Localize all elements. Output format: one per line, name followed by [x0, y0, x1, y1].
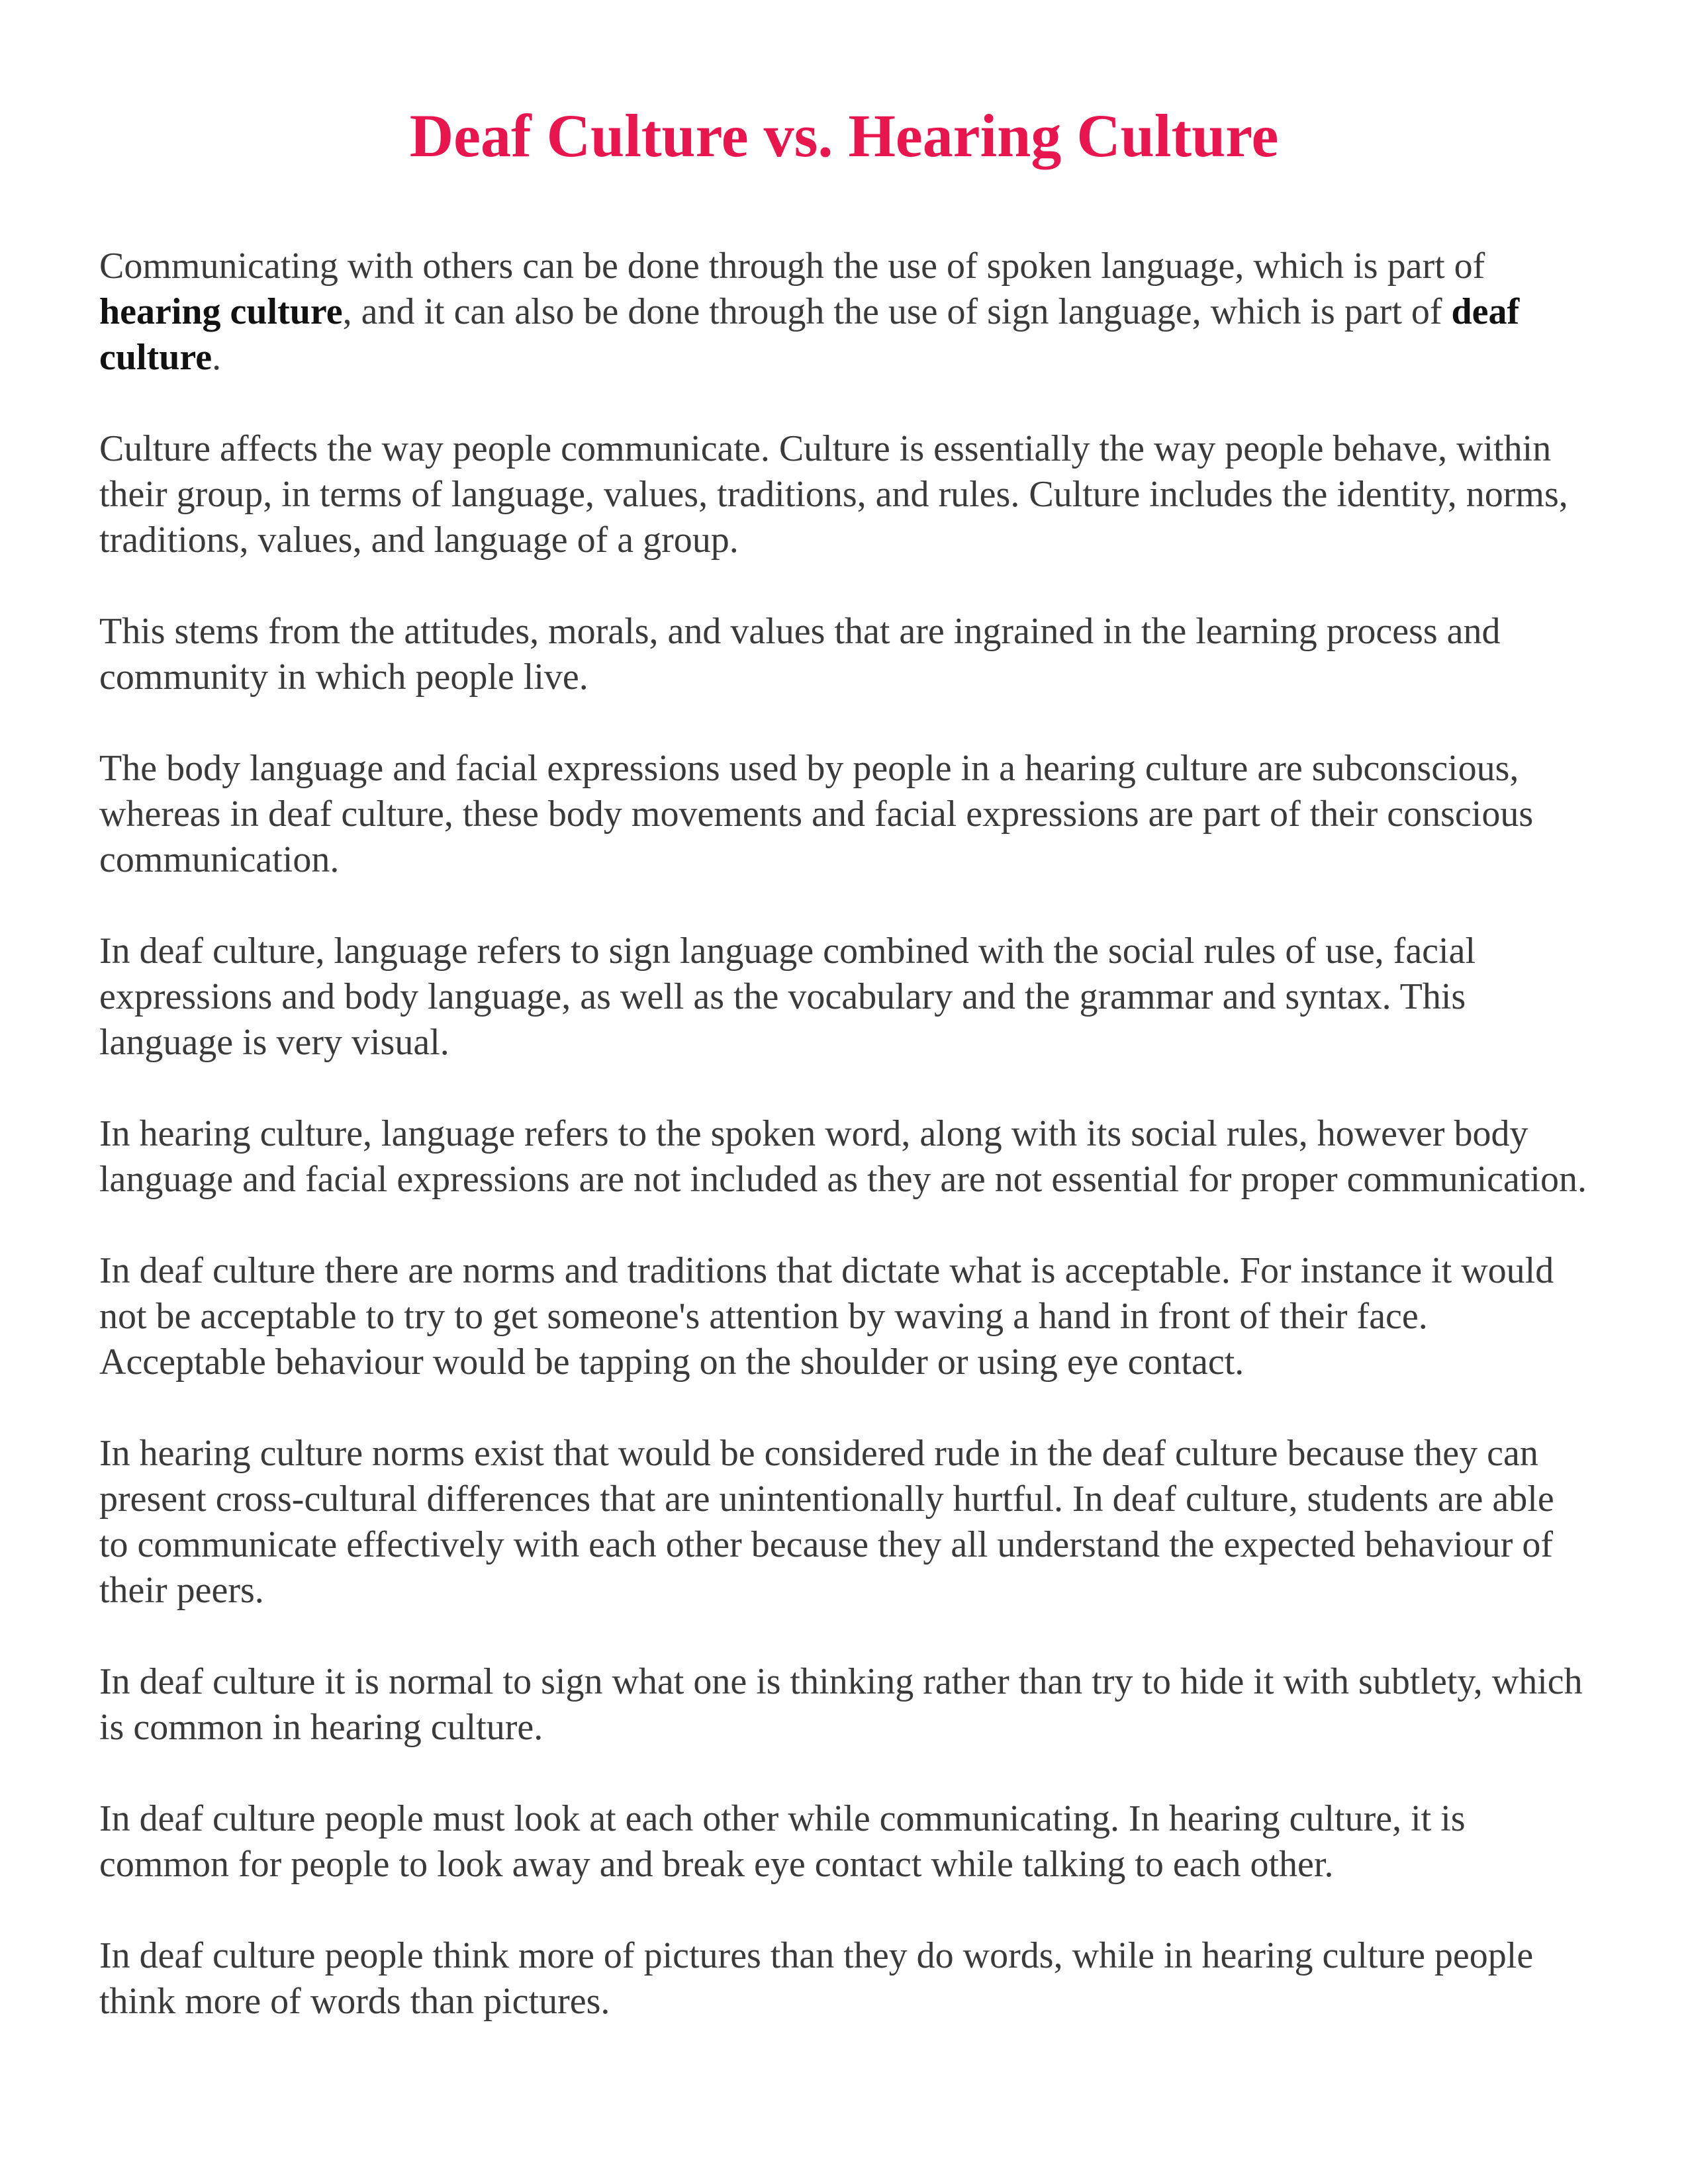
paragraph-eye-contact: In deaf culture people must look at each other while communicating. In hearing culture, it is common for people to look away and break eye contact while talking to each other. — [99, 1798, 1466, 1886]
paragraph-pictures-words: In deaf culture people think more of pictures than they do words, while in hearing culture people think more of words than pictures. — [99, 1935, 1534, 2023]
term-hearing-culture: hearing culture — [99, 291, 343, 333]
paragraph-hearing-norms: In hearing culture norms exist that would be considered rude in the deaf culture because they can present cross-cultural differences that are unintentionally hurtful. In deaf culture, students are able to communicate effectively with each other because they all understand the expected behaviour of their peers. — [99, 1433, 1554, 1612]
intro-text-1: Communicating with others can be done through the use of spoken language, which is part of — [99, 246, 1485, 287]
paragraph-attitudes: This stems from the attitudes, morals, and values that are ingrained in the learning process and community in which people live. — [99, 611, 1501, 698]
term-deaf-culture: deaf culture — [99, 291, 1520, 379]
paragraph-signing-thoughts: In deaf culture it is normal to sign what one is thinking rather than try to hide it with subtlety, which is common in hearing culture. — [99, 1661, 1583, 1749]
intro-text-3: . — [212, 337, 222, 379]
intro-paragraph — [99, 244, 1589, 381]
paragraph-deaf-norms: In deaf culture there are norms and traditions that dictate what is acceptable. For instance it would not be acceptable to try to get someone's attention by waving a hand in front of their face. Acceptable behaviour would be tapping on the shoulder or using eye contact. — [99, 1250, 1554, 1383]
intro-text-2: , and it can also be done through the use of sign language, which is part of — [342, 291, 1452, 333]
paragraph-body-language: The body language and facial expressions used by people in a hearing culture are subconscious, whereas in deaf culture, these body movements and facial expressions are part of their conscious communication. — [99, 748, 1534, 881]
page-title: Deaf Culture vs. Hearing Culture — [409, 102, 1279, 169]
document-body — [99, 244, 1589, 2025]
paragraph-deaf-language: In deaf culture, language refers to sign language combined with the social rules of use, facial expressions and body language, as well as the vocabulary and the grammar and syntax. This language is very visual. — [99, 931, 1476, 1064]
paragraph-culture-definition: Culture affects the way people communicate. Culture is essentially the way people behave, within their group, in terms of language, values, traditions, and rules. Culture includes the identity, norms, traditions, values, and language of a group. — [99, 428, 1568, 561]
paragraph-hearing-language: In hearing culture, language refers to the spoken word, along with its social rules, however body language and facial expressions are not included as they are not essential for proper communication. — [99, 1113, 1587, 1201]
